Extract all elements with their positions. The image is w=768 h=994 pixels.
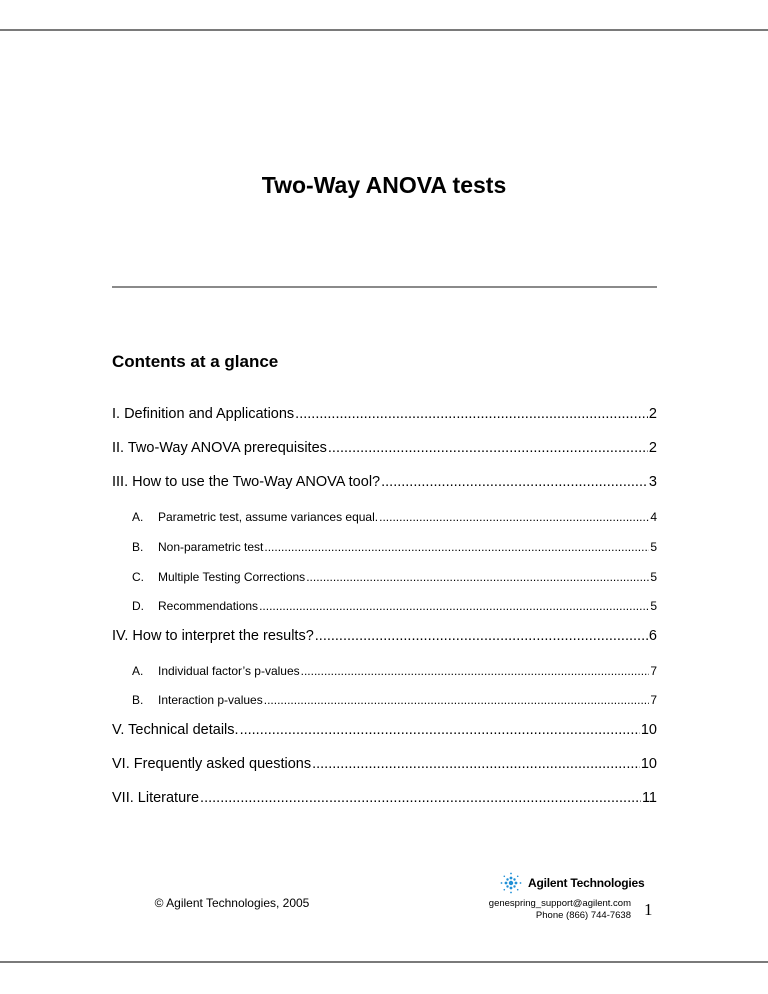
toc-page-number: 7 [650,664,657,678]
page-bottom-border [0,961,768,963]
toc-page-number: 3 [648,474,657,490]
toc-page-number: 5 [650,570,657,584]
toc-entry-interpret-results[interactable] [112,628,657,644]
toc-leader-dots [381,474,648,490]
toc-entry-individual-factor-p-values[interactable] [112,664,657,678]
contact-info [440,898,631,922]
toc-leader-dots [379,510,649,524]
toc-leader-dots [259,599,649,613]
toc-entry-marker: B. [132,693,144,707]
toc-page-number: 7 [650,693,657,707]
toc-entry-marker: A. [132,510,144,524]
contact-email[interactable]: genespring_support@agilent.com [488,898,631,909]
toc-leader-dots [264,540,649,554]
toc-page-number: 6 [648,628,657,644]
toc-entry-label: Interaction p-values [158,693,263,707]
toc-leader-dots [306,570,649,584]
toc-entry-label: V. Technical details. [112,722,239,738]
toc-entry-label: Multiple Testing Corrections [158,570,306,584]
toc-entry-multiple-testing-corrections[interactable] [112,570,657,584]
contents-heading: Contents at a glance [112,352,279,371]
toc-leader-dots [315,628,648,644]
toc-entry-prerequisites[interactable] [112,440,657,456]
toc-page-number: 2 [648,440,657,456]
toc-entry-interaction-p-values[interactable] [112,693,657,707]
toc-page-number: 10 [640,756,657,772]
toc-leader-dots [328,440,648,456]
toc-entry-technical-details[interactable] [112,722,657,738]
toc-page-number: 5 [650,540,657,554]
contact-phone: Phone (866) 744-7638 [535,910,631,921]
toc-leader-dots [295,406,648,422]
toc-entry-recommendations[interactable] [112,599,657,613]
toc-leader-dots [240,722,640,738]
toc-entry-how-to-use[interactable] [112,474,657,490]
toc-entry-definition[interactable] [112,406,657,422]
toc-page-number: 11 [641,790,657,806]
toc-leader-dots [312,756,640,772]
toc-entry-label: Parametric test, assume variances equal. [158,510,379,524]
toc-entry-parametric-test[interactable] [112,510,657,524]
toc-entry-label: Non-parametric test [158,540,264,554]
toc-entry-label: II. Two-Way ANOVA prerequisites [112,440,327,456]
toc-entry-label: IV. How to interpret the results? [112,628,314,644]
toc-entry-marker: D. [132,599,144,613]
page-top-border [0,29,768,31]
title-divider [112,286,657,288]
toc-entry-literature[interactable] [112,790,657,806]
toc-entry-label: Recommendations [158,599,259,613]
copyright-notice: © Agilent Technologies, 2005 [154,896,310,910]
toc-leader-dots [264,693,650,707]
toc-leader-dots [200,790,641,806]
toc-entry-label: I. Definition and Applications [112,406,295,422]
toc-entry-marker: B. [132,540,144,554]
agilent-logo [498,870,644,896]
toc-entry-faq[interactable] [112,756,657,772]
toc-page-number: 4 [650,510,657,524]
toc-leader-dots [301,664,650,678]
toc-entry-non-parametric-test[interactable] [112,540,657,554]
document-title: Two-Way ANOVA tests [261,172,507,198]
toc-entry-label: Individual factor’s p-values [158,664,300,678]
logo-wordmark: Agilent Technologies [528,876,645,890]
page-number: 1 [644,900,653,919]
toc-entry-marker: C. [132,570,144,584]
toc-entry-label: III. How to use the Two-Way ANOVA tool? [112,474,381,490]
toc-page-number: 10 [640,722,657,738]
toc-entry-label: VII. Literature [112,790,200,806]
agilent-spark-icon [498,870,524,896]
toc-page-number: 2 [648,406,657,422]
toc-entry-marker: A. [132,664,144,678]
toc-page-number: 5 [650,599,657,613]
toc-entry-label: VI. Frequently asked questions [112,756,312,772]
